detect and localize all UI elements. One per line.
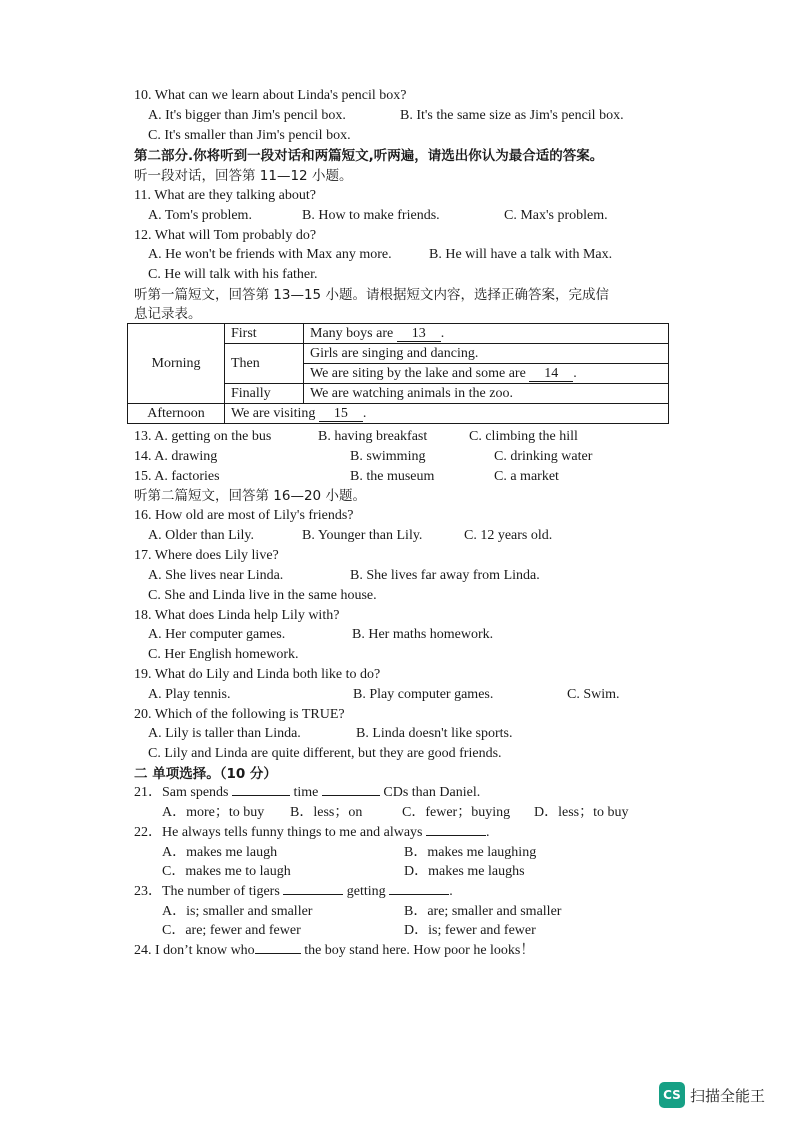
row1-text: Many boys are — [310, 326, 394, 341]
question-20-stem: 20. Which of the following is TRUE? — [134, 707, 345, 722]
q21-part1: 21．Sam spends — [134, 785, 229, 800]
question-14-option-b: B. swimming — [350, 449, 426, 464]
q21-part2: time — [293, 785, 319, 800]
q23-blank-1 — [283, 894, 343, 895]
table-cell-row3: We are watching animals in the zoo. — [304, 384, 669, 404]
question-19-option-b: B. Play computer games. — [353, 687, 494, 702]
question-20-option-b: B. Linda doesn't like sports. — [356, 726, 513, 741]
blank-15: 15 — [319, 406, 363, 422]
question-13-option-b: B. having breakfast — [318, 429, 428, 444]
row2b-text: We are siting by the lake and some are — [310, 366, 526, 381]
table-cell-first: First — [225, 324, 304, 344]
question-23-option-c: C．are; fewer and fewer — [162, 923, 301, 938]
blank-14: 14 — [529, 366, 573, 382]
q21-part3: CDs than Daniel. — [383, 785, 481, 800]
q21-blank-1 — [232, 795, 290, 796]
question-14-option-c: C. drinking water — [494, 449, 593, 464]
question-12-option-b: B. He will have a talk with Max. — [429, 247, 613, 262]
q24-part2: the boy stand here. How poor he looks！ — [304, 943, 535, 958]
question-23-option-b: B．are; smaller and smaller — [404, 904, 562, 919]
question-13-option-a: 13. A. getting on the bus — [134, 429, 272, 444]
question-22-stem — [134, 824, 490, 842]
question-12-option-c: C. He will talk with his father. — [148, 267, 318, 282]
question-15-option-b: B. the museum — [350, 469, 435, 484]
question-21-option-c: C．fewer；buying — [402, 805, 511, 820]
question-10-stem: 10. What can we learn about Linda's pencil box? — [134, 88, 407, 103]
question-16-option-b: B. Younger than Lily. — [302, 528, 423, 543]
question-10-option-a: A. It's bigger than Jim's pencil box. — [148, 108, 346, 123]
question-23-stem — [134, 883, 453, 901]
question-10-option-c: C. It's smaller than Jim's pencil box. — [148, 128, 351, 143]
table-cell-then: Then — [225, 344, 304, 384]
question-21-option-a: A．more；to buy — [162, 805, 265, 820]
question-19-option-a: A. Play tennis. — [148, 687, 231, 702]
table-cell-morning: Morning — [128, 324, 225, 404]
cs-logo-icon: CS — [659, 1082, 685, 1108]
question-18-option-c: C. Her English homework. — [148, 647, 299, 662]
blank-13: 13 — [397, 326, 441, 342]
question-12-option-a: A. He won't be friends with Max any more. — [148, 247, 392, 262]
question-22-option-b: B．makes me laughing — [404, 845, 537, 860]
passage1-intro-line2: 息记录表。 — [134, 306, 202, 322]
q23-period: . — [449, 884, 453, 899]
row2b-period: . — [573, 366, 577, 381]
question-20-option-c: C. Lily and Linda are quite different, but they are good friends. — [148, 746, 502, 761]
question-21-option-b: B．less；on — [290, 805, 363, 820]
q24-blank — [255, 953, 301, 954]
question-12-stem: 12. What will Tom probably do? — [134, 228, 317, 243]
question-17-option-a: A. She lives near Linda. — [148, 568, 284, 583]
dialogue-intro: 听一段对话，回答第 11—12 小题。 — [134, 168, 353, 184]
question-17-option-b: B. She lives far away from Linda. — [350, 568, 540, 583]
question-15-option-a: 15. A. factories — [134, 469, 220, 484]
q22-text: 22．He always tells funny things to me and always — [134, 825, 423, 840]
information-record-table — [127, 323, 669, 424]
question-19-stem: 19. What do Lily and Linda both like to do? — [134, 667, 381, 682]
question-22-option-c: C．makes me to laugh — [162, 864, 291, 879]
question-18-option-b: B. Her maths homework. — [352, 627, 494, 642]
part2-heading: 第二部分.你将听到一段对话和两篇短文,听两遍，请选出你认为最合适的答案。 — [134, 148, 604, 164]
question-18-option-a: A. Her computer games. — [148, 627, 286, 642]
question-16-stem: 16. How old are most of Lily's friends? — [134, 508, 354, 523]
table-cell-row1 — [304, 324, 669, 344]
question-14-option-a: 14. A. drawing — [134, 449, 218, 464]
question-11-option-a: A. Tom's problem. — [148, 208, 252, 223]
question-11-stem: 11. What are they talking about? — [134, 188, 316, 203]
question-16-option-a: A. Older than Lily. — [148, 528, 255, 543]
row1-period: . — [440, 326, 445, 341]
question-20-option-a: A. Lily is taller than Linda. — [148, 726, 301, 741]
question-11-option-b: B. How to make friends. — [302, 208, 440, 223]
passage2-intro: 听第二篇短文，回答第 16—20 小题。 — [134, 488, 366, 504]
q23-blank-2 — [389, 894, 449, 895]
section2-heading: 二 单项选择。（10 分） — [134, 766, 277, 782]
question-17-option-c: C. She and Linda live in the same house. — [148, 588, 377, 603]
q22-blank — [426, 835, 486, 836]
logo-text: 扫描全能王 — [690, 1086, 766, 1105]
q23-part1: 23．The number of tigers — [134, 884, 280, 899]
q21-blank-2 — [322, 795, 380, 796]
question-22-option-d: D．makes me laughs — [404, 864, 525, 879]
q23-part2: getting — [346, 884, 386, 899]
question-17-stem: 17. Where does Lily live? — [134, 548, 279, 563]
camscanner-logo — [659, 1081, 765, 1109]
question-15-option-c: C. a market — [494, 469, 559, 484]
question-21-stem — [134, 784, 480, 802]
table-cell-row2a: Girls are singing and dancing. — [304, 344, 669, 364]
table-cell-finally: Finally — [225, 384, 304, 404]
question-22-option-a: A．makes me laugh — [162, 845, 278, 860]
question-10-option-b: B. It's the same size as Jim's pencil box. — [400, 108, 624, 123]
q24-part1: 24. I don’t know who — [134, 943, 255, 958]
question-24-stem — [134, 942, 534, 960]
row4-text: We are visiting — [231, 406, 316, 421]
question-21-option-d: D．less；to buy — [534, 805, 629, 820]
question-11-option-c: C. Max's problem. — [504, 208, 608, 223]
question-16-option-c: C. 12 years old. — [464, 528, 553, 543]
question-19-option-c: C. Swim. — [567, 687, 620, 702]
question-18-stem: 18. What does Linda help Lily with? — [134, 608, 340, 623]
table-cell-row4 — [225, 404, 669, 424]
row4-period: . — [362, 406, 367, 421]
question-23-option-a: A．is; smaller and smaller — [162, 904, 313, 919]
question-13-option-c: C. climbing the hill — [469, 429, 578, 444]
q22-period: . — [486, 825, 490, 840]
table-cell-afternoon: Afternoon — [128, 404, 225, 424]
passage1-intro-line1: 听第一篇短文，回答第 13—15 小题。请根据短文内容，选择正确答案，完成信 — [134, 287, 609, 303]
table-cell-row2b — [304, 364, 669, 384]
question-23-option-d: D．is; fewer and fewer — [404, 923, 536, 938]
